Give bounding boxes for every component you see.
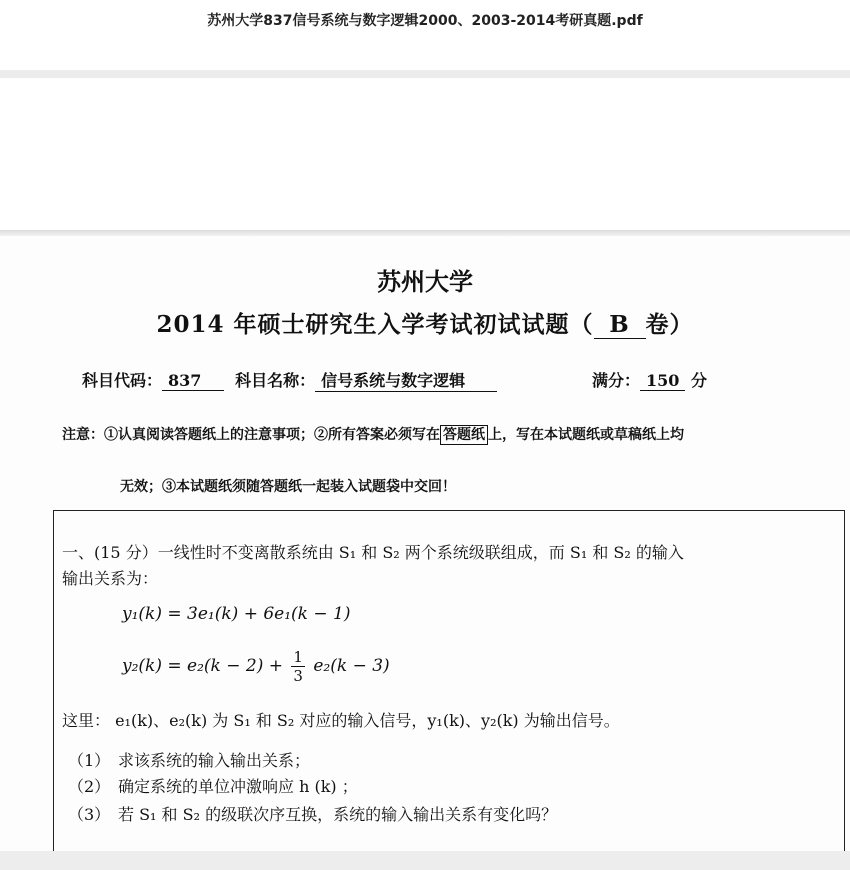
name-label: 科目名称： xyxy=(235,371,316,390)
sub-question-3 xyxy=(68,802,557,825)
score-label: 满分： xyxy=(592,371,641,390)
exam-title xyxy=(0,306,850,339)
sub-question-text: 若 S₁ 和 S₂ 的级联次序互换，系统的输入输出关系有变化吗？ xyxy=(118,805,558,824)
sub-question-text: 求该系统的输入输出关系； xyxy=(118,751,311,770)
notice-boxed-word: 答题纸 xyxy=(440,425,488,445)
sub-question-2 xyxy=(68,774,358,797)
equation-2-right: e₂(k − 3) xyxy=(313,656,390,676)
notice-line-2: 无效；③本试题纸须随答题纸一起装入试题袋中交回！ xyxy=(120,479,456,495)
notice-part-b: 上，写在本试题纸或草稿纸上均 xyxy=(488,427,684,443)
viewer-title-bar xyxy=(0,0,850,72)
question-definition: 这里： e₁(k)、e₂(k) 为 S₁ 和 S₂ 对应的输入信号，y₁(k)、y₂(k) 为输出信号。 xyxy=(62,711,620,730)
score-block xyxy=(592,368,707,391)
equation-2 xyxy=(122,648,390,685)
score-unit: 分 xyxy=(691,371,708,390)
notice-line-1 xyxy=(62,424,850,444)
exam-meta xyxy=(82,368,782,392)
document-title: 苏州大学837信号系统与数字逻辑2000、2003-2014考研真题.pdf xyxy=(207,13,643,29)
viewer-bottom-bar xyxy=(0,851,850,870)
question-intro-line-1: 一、(15 分）一线性时不变离散系统由 S₁ 和 S₂ 两个系统级联组成，而 S₁ 和 S₂ 的输入 xyxy=(62,543,684,562)
fraction xyxy=(291,648,305,685)
exam-title-prefix: 2014 年硕士研究生入学考试初试试题（ xyxy=(156,311,594,338)
sub-question-number: （2） xyxy=(68,777,111,796)
name-value: 信号系统与数字逻辑 xyxy=(315,368,497,392)
sub-question-text: 确定系统的单位冲激响应 h (k) ； xyxy=(118,777,358,796)
equation-1: y₁(k) = 3e₁(k) + 6e₁(k − 1) xyxy=(122,604,351,624)
sub-question-number: （3） xyxy=(68,805,111,824)
paper-version: B xyxy=(594,311,646,339)
fraction-numerator: 1 xyxy=(293,648,303,666)
code-value: 837 xyxy=(162,371,224,391)
school-name: 苏州大学 xyxy=(377,267,473,296)
question-intro-line-2: 输出关系为： xyxy=(62,569,159,588)
sub-question-1 xyxy=(68,748,310,771)
exam-title-suffix: 卷） xyxy=(645,311,694,338)
page-separator xyxy=(0,70,850,78)
score-value: 150 xyxy=(640,371,685,391)
equation-2-left: y₂(k) = e₂(k − 2) + xyxy=(122,656,283,676)
notice-part-a: 注意：①认真阅读答题纸上的注意事项；②所有答案必须写在 xyxy=(62,427,440,443)
pdf-page-1[interactable] xyxy=(0,78,850,230)
fraction-denominator: 3 xyxy=(293,667,303,685)
code-label: 科目代码： xyxy=(82,371,163,390)
sub-question-number: （1） xyxy=(68,751,111,770)
